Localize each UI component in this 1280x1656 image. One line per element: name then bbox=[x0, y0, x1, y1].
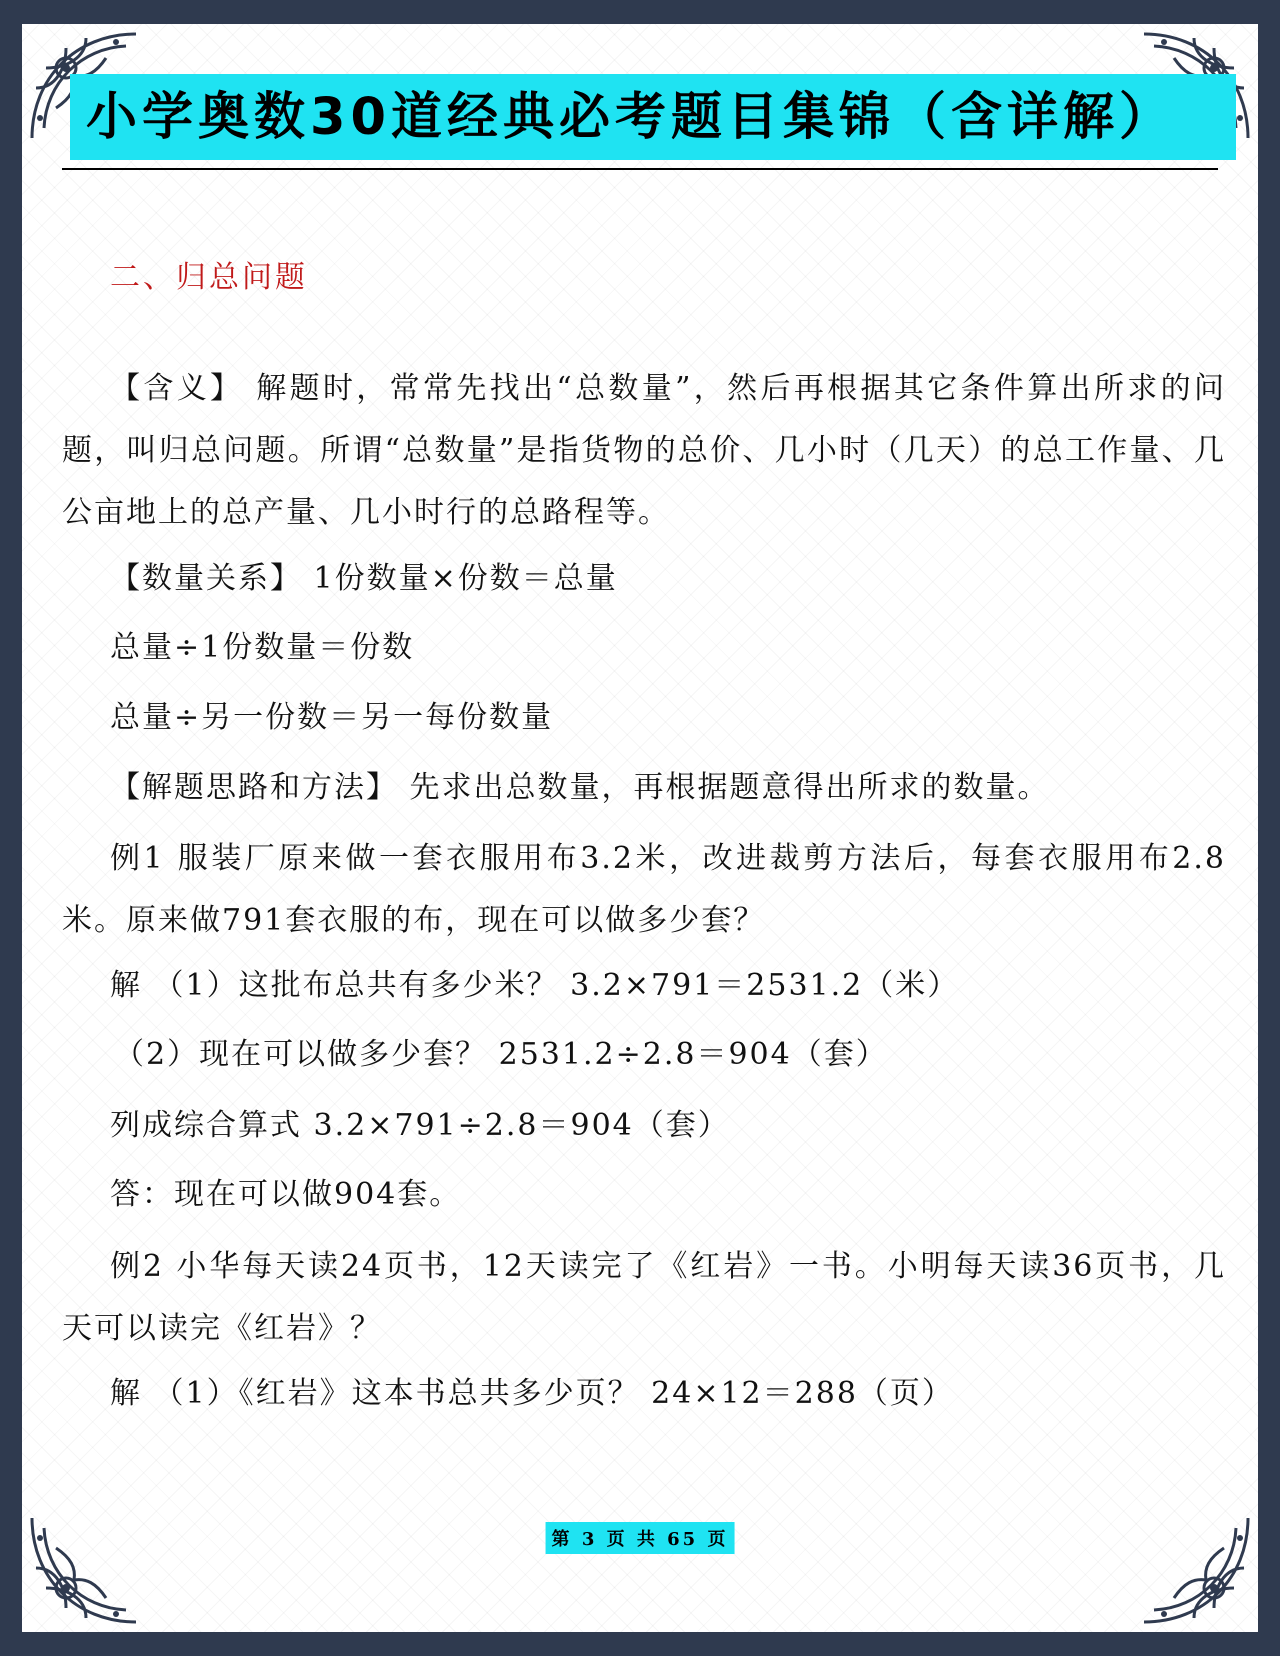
example-2-paragraph: 例2 小华每天读24页书，12天读完了《红岩》一书。小明每天读36页书，几天可以读完《红岩》？ bbox=[62, 1249, 1226, 1346]
definition-paragraph: 【含义】 解题时，常常先找出“总数量”，然后再根据其它条件算出所求的问题，叫归总问题。所谓“总数量”是指货物的总价、几小时（几天）的总工作量、几公亩地上的总产量、几小时行的总路程等。 bbox=[62, 371, 1226, 530]
answer-line: 答：现在可以做904套。 bbox=[110, 1177, 462, 1212]
document-title: 小学奥数30道经典必考题目集锦（含详解） bbox=[86, 87, 1175, 147]
page-number-badge: 第 3 页 共 65 页 bbox=[546, 1522, 735, 1554]
corner-ornament-icon bbox=[26, 1508, 146, 1628]
title-banner bbox=[70, 74, 1236, 160]
example-1-paragraph: 例1 服装厂原来做一套衣服用布3.2米，改进裁剪方法后，每套衣服用布2.8米。原来做791套衣服的布，现在可以做多少套？ bbox=[62, 841, 1226, 938]
document-page bbox=[22, 24, 1258, 1632]
section-heading: 二、归总问题 bbox=[110, 260, 308, 295]
combined-formula-line: 列成综合算式 3.2×791÷2.8＝904（套） bbox=[110, 1108, 730, 1143]
title-divider bbox=[62, 168, 1218, 170]
formula-line: 总量÷另一份数＝另一每份数量 bbox=[110, 700, 554, 735]
method-line: 【解题思路和方法】 先求出总数量，再根据题意得出所求的数量。 bbox=[110, 770, 1050, 805]
corner-ornament-icon bbox=[1134, 1508, 1254, 1628]
solution-step-line: 解 （1）这批布总共有多少米？ 3.2×791＝2531.2（米） bbox=[110, 968, 960, 1003]
quantity-relation-line: 【数量关系】 1份数量×份数＝总量 bbox=[110, 561, 618, 596]
formula-line: 总量÷1份数量＝份数 bbox=[110, 630, 415, 665]
solution-step-line: （2）现在可以做多少套？ 2531.2÷2.8＝904（套） bbox=[114, 1037, 888, 1072]
solution-step-line: 解 （1）《红岩》这本书总共多少页？ 24×12＝288（页） bbox=[110, 1376, 954, 1411]
